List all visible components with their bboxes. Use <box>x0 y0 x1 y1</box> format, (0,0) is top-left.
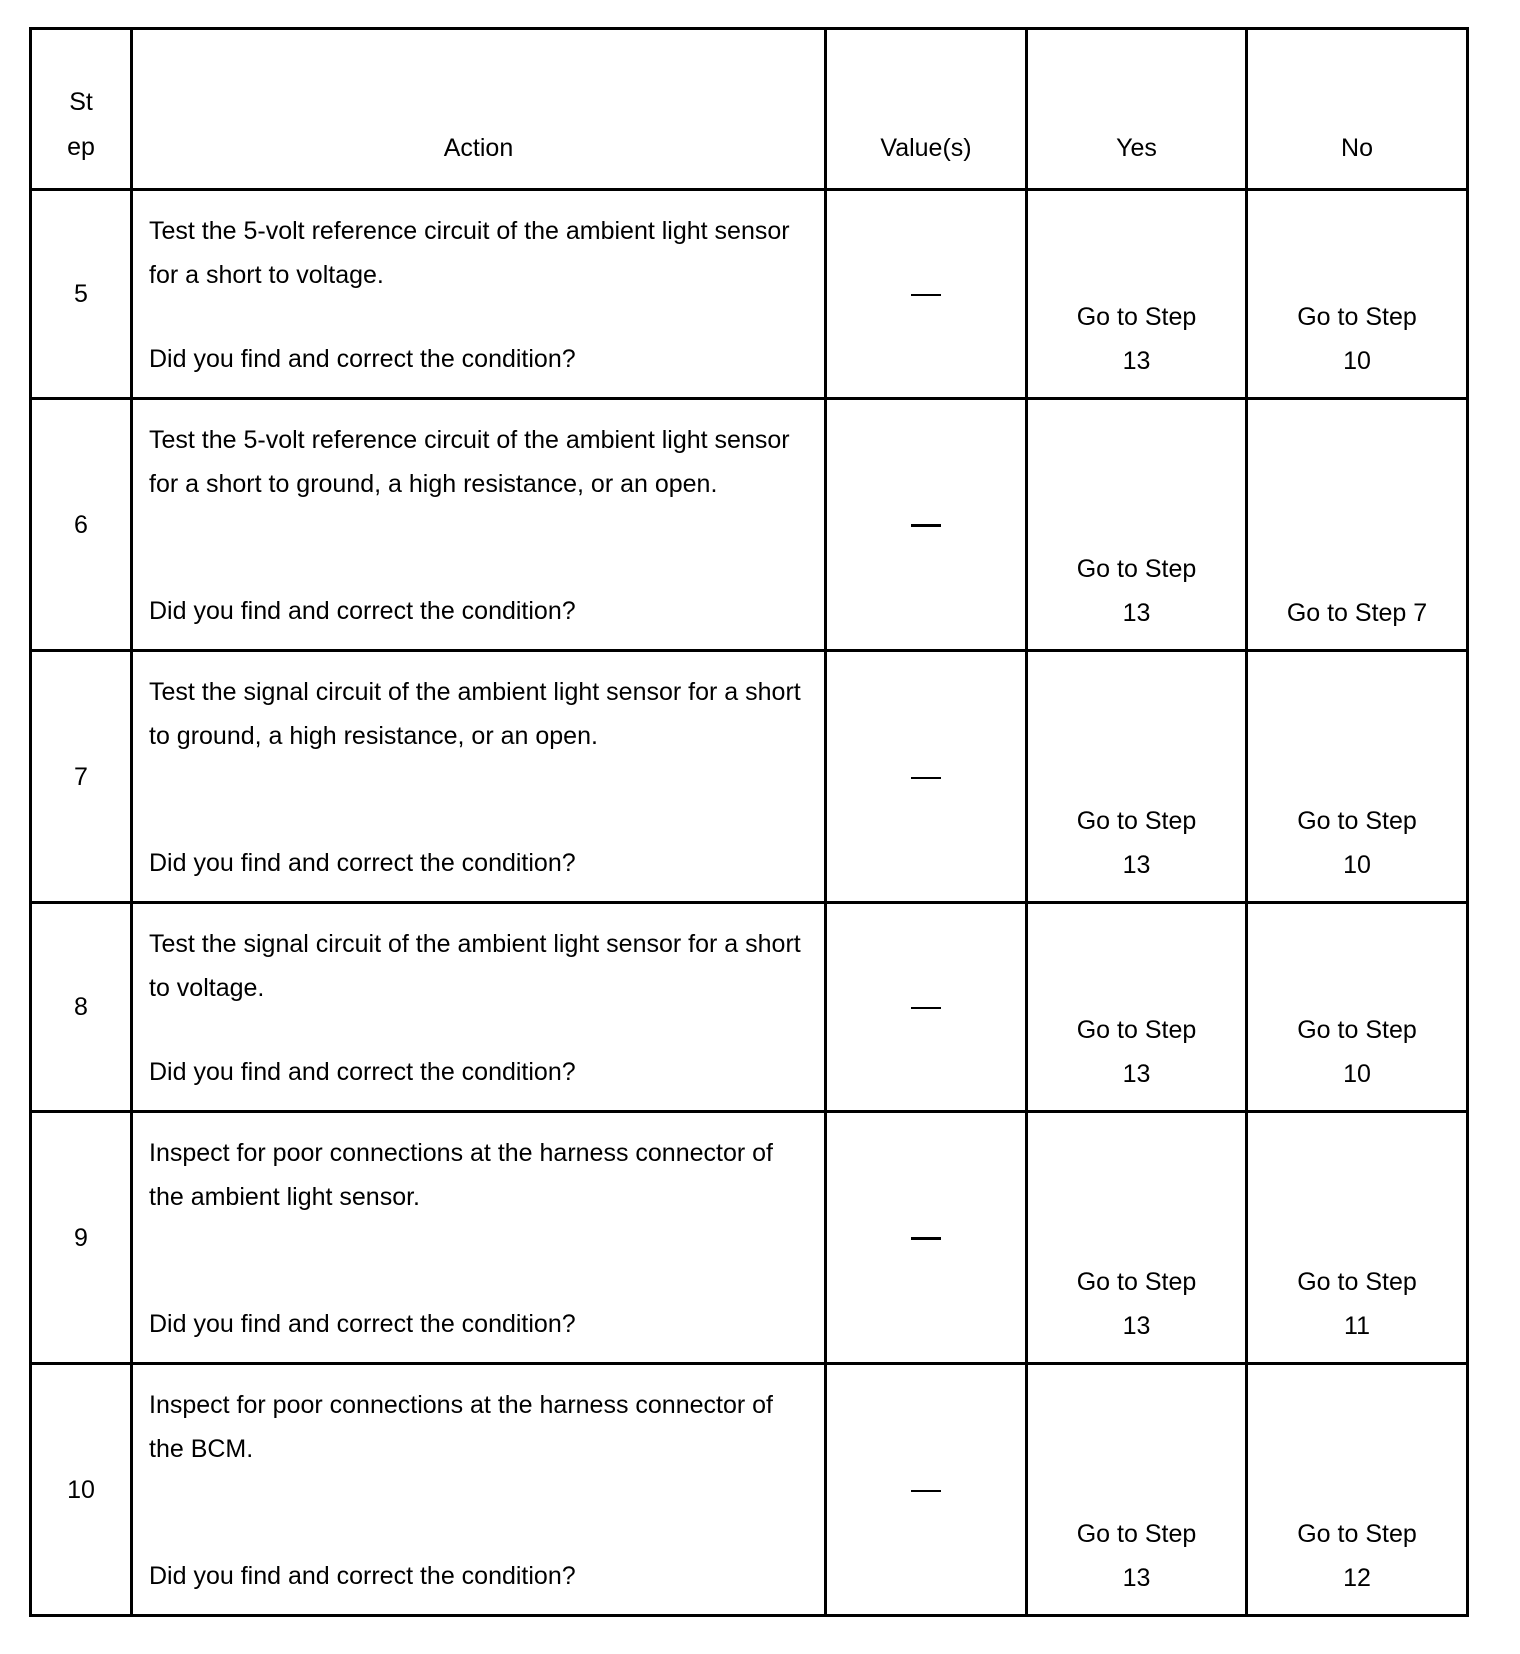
step-cell: 6 <box>31 399 132 651</box>
value-cell <box>826 1112 1027 1364</box>
action-cell <box>132 190 826 399</box>
header-step <box>31 29 132 190</box>
no-cell <box>1247 399 1468 651</box>
yes-cell <box>1027 1112 1247 1364</box>
diagnostic-table <box>29 27 1469 1617</box>
table-row <box>31 1112 1468 1364</box>
yes-cell <box>1027 903 1247 1112</box>
action-cell <box>132 903 826 1112</box>
header-yes: Yes <box>1027 29 1247 190</box>
yes-line2: 13 <box>1122 851 1151 879</box>
yes-line2: 13 <box>1122 1564 1151 1592</box>
value-cell <box>826 190 1027 399</box>
value-dash <box>911 777 941 779</box>
action-cell <box>132 651 826 903</box>
yes-cell <box>1027 190 1247 399</box>
header-values: Value(s) <box>826 29 1027 190</box>
no-line1: Go to Step <box>1297 1016 1417 1044</box>
action-question: Did you find and correct the condition? <box>149 597 576 625</box>
step-cell: 5 <box>31 190 132 399</box>
action-text: Inspect for poor connections at the harness connector of the BCM. <box>149 1391 773 1463</box>
value-dash <box>911 1490 941 1492</box>
no-cell <box>1247 651 1468 903</box>
value-cell <box>826 399 1027 651</box>
no-line1: Go to Step <box>1297 1268 1417 1296</box>
no-cell <box>1247 1364 1468 1616</box>
no-cell <box>1247 190 1468 399</box>
header-step-line2: ep <box>67 133 95 161</box>
table-row <box>31 399 1468 651</box>
yes-line1: Go to Step <box>1076 807 1197 835</box>
yes-line1: Go to Step <box>1076 555 1197 583</box>
yes-line2: 13 <box>1122 347 1151 375</box>
step-cell: 7 <box>31 651 132 903</box>
yes-line2: 13 <box>1122 1312 1151 1340</box>
table-row <box>31 651 1468 903</box>
step-cell: 8 <box>31 903 132 1112</box>
action-text: Inspect for poor connections at the harness connector of the ambient light sensor. <box>149 1139 773 1211</box>
no-line2: 10 <box>1343 851 1371 879</box>
action-question: Did you find and correct the condition? <box>149 1562 576 1590</box>
value-dash <box>911 524 941 527</box>
table-row <box>31 1364 1468 1616</box>
yes-line1: Go to Step <box>1076 1268 1197 1296</box>
header-action: Action <box>132 29 826 190</box>
action-question: Did you find and correct the condition? <box>149 345 576 373</box>
no-line2: Go to Step 7 <box>1286 599 1428 627</box>
yes-line1: Go to Step <box>1076 1016 1197 1044</box>
no-cell <box>1247 903 1468 1112</box>
value-cell <box>826 1364 1027 1616</box>
action-cell <box>132 1112 826 1364</box>
action-text: Test the signal circuit of the ambient light sensor for a short to ground, a high resistance, or an open. <box>149 678 801 750</box>
step-cell: 10 <box>31 1364 132 1616</box>
value-dash <box>911 1237 941 1240</box>
action-cell <box>132 1364 826 1616</box>
value-dash <box>911 294 941 296</box>
no-line2: 11 <box>1344 1312 1370 1340</box>
yes-line2: 13 <box>1122 599 1151 627</box>
no-line1: Go to Step <box>1297 807 1417 835</box>
no-line2: 10 <box>1343 347 1371 375</box>
yes-line2: 13 <box>1122 1060 1151 1088</box>
yes-line1: Go to Step <box>1076 1520 1197 1548</box>
value-cell <box>826 651 1027 903</box>
table-row <box>31 903 1468 1112</box>
action-question: Did you find and correct the condition? <box>149 1058 576 1086</box>
no-line1: Go to Step <box>1297 303 1417 331</box>
no-line2: 12 <box>1343 1564 1371 1592</box>
yes-cell <box>1027 651 1247 903</box>
step-cell: 9 <box>31 1112 132 1364</box>
action-text: Test the 5-volt reference circuit of the ambient light sensor for a short to voltage. <box>149 217 790 289</box>
yes-cell <box>1027 1364 1247 1616</box>
action-question: Did you find and correct the condition? <box>149 1310 576 1338</box>
header-row <box>31 29 1468 190</box>
no-line1: Go to Step <box>1297 1520 1417 1548</box>
action-text: Test the signal circuit of the ambient light sensor for a short to voltage. <box>149 930 801 1002</box>
action-cell <box>132 399 826 651</box>
no-cell <box>1247 1112 1468 1364</box>
header-no: No <box>1247 29 1468 190</box>
yes-line1: Go to Step <box>1076 303 1197 331</box>
yes-cell <box>1027 399 1247 651</box>
value-cell <box>826 903 1027 1112</box>
header-step-line1: St <box>69 88 93 116</box>
action-question: Did you find and correct the condition? <box>149 849 576 877</box>
action-text: Test the 5-volt reference circuit of the ambient light sensor for a short to ground, a high resistance, or an open. <box>149 426 790 498</box>
table-row <box>31 190 1468 399</box>
value-dash <box>911 1007 941 1009</box>
no-line2: 10 <box>1343 1060 1371 1088</box>
